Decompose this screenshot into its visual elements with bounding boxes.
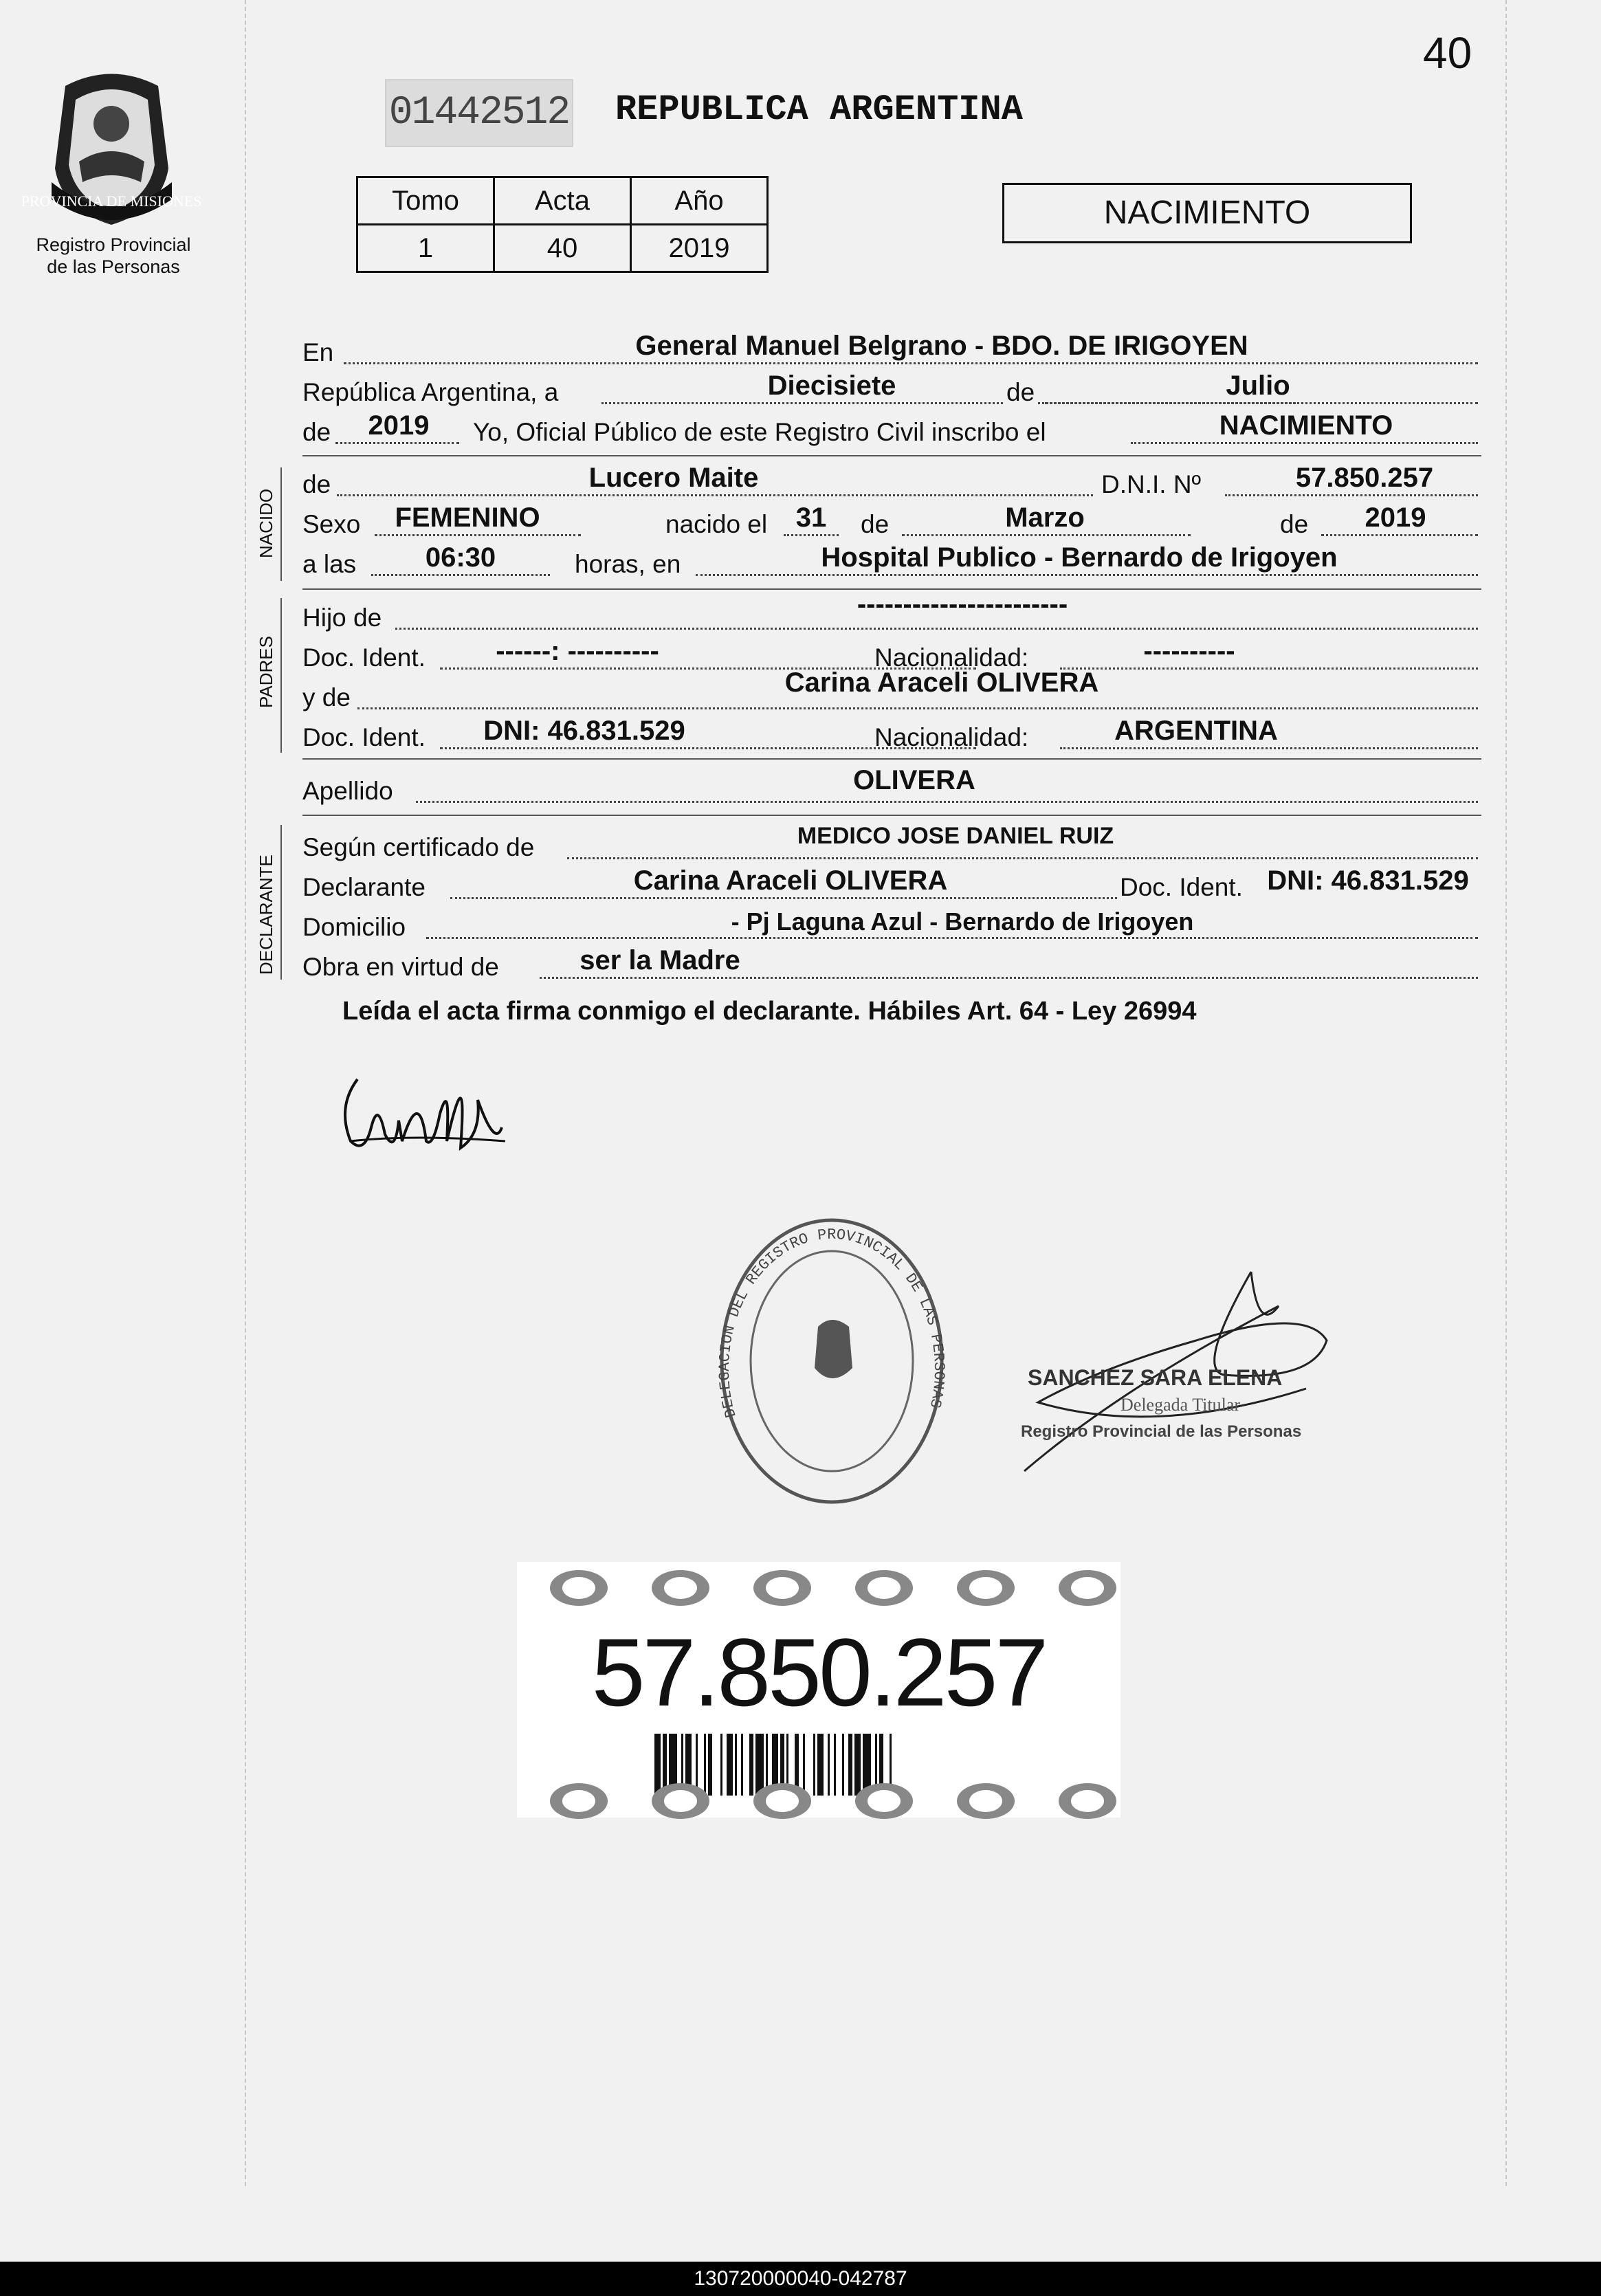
de-label: de [861, 510, 890, 538]
father-doc-value: ------: ---------- [496, 636, 659, 666]
declarant-signature [330, 1038, 536, 1179]
nacido-section-label: NACIDO [256, 488, 276, 558]
dotted-line [1060, 747, 1478, 749]
dotted-line [344, 362, 1478, 364]
row-inscribo [302, 410, 1478, 450]
security-r-icon [1059, 1570, 1116, 1606]
en-value: General Manuel Belgrano - BDO. DE IRIGOYEN [635, 331, 1248, 361]
round-stamp-text: DELEGACION DEL REGISTRO PROVINCIAL DE LAS PERSONAS [716, 1226, 948, 1420]
nacido-el-label: nacido el [665, 510, 768, 538]
certificado-label: Según certificado de [302, 833, 535, 861]
mother-value: Carina Araceli OLIVERA [784, 667, 1099, 698]
dni-label: D.N.I. Nº [1101, 470, 1202, 498]
apellido-value: OLIVERA [853, 765, 975, 795]
security-r-icon [855, 1570, 913, 1606]
domicilio-value: - Pj Laguna Azul - Bernardo de Irigoyen [731, 907, 1194, 936]
row-domicilio [302, 905, 1478, 945]
declarante-doc-value: DNI: 46.831.529 [1267, 865, 1469, 896]
row-y-de [302, 667, 1478, 715]
security-r-icon [550, 1783, 608, 1819]
row-nacido-name [302, 462, 1478, 502]
officer-name: SANCHEZ SARA ELENA [1028, 1365, 1283, 1390]
separator [302, 455, 1481, 456]
record-table-cell: 1 [357, 225, 494, 272]
registry-name [14, 234, 213, 278]
de-label: de [1280, 510, 1309, 538]
dotted-line [426, 937, 1478, 939]
registry-name-line1: Registro Provincial [36, 234, 191, 255]
record-type-box: NACIMIENTO [1002, 183, 1412, 243]
header-title: REPUBLICA ARGENTINA [615, 89, 1023, 130]
birth-place-value: Hospital Publico - Bernardo de Irigoyen [821, 542, 1338, 573]
a-las-label: a las [302, 550, 357, 578]
barcode-label [517, 1562, 1120, 1818]
officer-stamp [1017, 1265, 1375, 1488]
time-value: 06:30 [425, 542, 496, 573]
margin-line-left [245, 0, 246, 2186]
separator [302, 815, 1481, 816]
father-value: ----------------------- [857, 589, 1068, 619]
security-r-icon [652, 1783, 709, 1819]
sexo-value: FEMENINO [395, 503, 540, 533]
row-mother-doc [302, 715, 1478, 755]
dotted-line [784, 534, 839, 536]
de-label: de [1004, 378, 1037, 407]
serial-number: 01442512 [385, 79, 573, 147]
declarante-bracket [280, 825, 282, 980]
dotted-line [1321, 534, 1478, 536]
inscribo-value: NACIMIENTO [1219, 410, 1393, 441]
dotted-line [1045, 402, 1478, 404]
dotted-line [335, 442, 459, 444]
y-de-label: y de [302, 683, 351, 711]
sexo-label: Sexo [302, 510, 361, 538]
month-value: Julio [1226, 371, 1290, 401]
officer-role: Delegada Titular [1120, 1395, 1241, 1415]
page-number: 40 [1423, 28, 1472, 78]
row-certificado [302, 825, 1478, 865]
row-en [302, 330, 1478, 370]
record-table-header: Acta [494, 177, 631, 225]
certificado-value: MEDICO JOSE DANIEL RUIZ [797, 823, 1114, 849]
dotted-line [337, 494, 1093, 496]
officer-office: Registro Provincial de las Personas [1021, 1422, 1302, 1441]
row-date [302, 370, 1478, 410]
security-r-icon [957, 1783, 1015, 1819]
record-table-header: Tomo [357, 177, 494, 225]
year-value: 2019 [368, 410, 430, 441]
row-obra [302, 945, 1478, 984]
row-hijo-de [302, 589, 1478, 635]
declarante-section-label: DECLARANTE [256, 854, 276, 975]
hijo-de-label: Hijo de [302, 604, 382, 632]
margin-line-right [1505, 0, 1507, 2186]
mother-doc-value: DNI: 46.831.529 [483, 716, 685, 746]
security-pattern-top [544, 1567, 1108, 1609]
row-hora [302, 542, 1478, 582]
dotted-line [696, 574, 1478, 576]
declarante-value: Carina Araceli OLIVERA [633, 865, 948, 896]
record-table [356, 176, 769, 273]
closing-text: Leída el acta firma conmigo el declarante. Hábiles Art. 64 - Ley 26994 [342, 997, 1197, 1026]
dotted-line [395, 628, 1478, 630]
dotted-line [375, 534, 581, 536]
row-sexo [302, 502, 1478, 542]
dotted-line [357, 707, 1478, 709]
record-table-cell: 2019 [631, 225, 768, 272]
separator [302, 758, 1481, 760]
day-value: Diecisiete [767, 371, 896, 401]
record-table-header: Año [631, 177, 768, 225]
nacionalidad-label: Nacionalidad: [874, 643, 1029, 672]
obra-value: ser la Madre [579, 945, 740, 975]
security-r-icon [957, 1570, 1015, 1606]
barcode-number: 57.850.257 [591, 1618, 1046, 1726]
dotted-line [540, 977, 1478, 979]
dotted-line [902, 534, 1191, 536]
padres-section-label: PADRES [256, 636, 276, 708]
row-declarante [302, 865, 1478, 905]
security-r-icon [1059, 1783, 1116, 1819]
nacido-de-label: de [302, 470, 331, 498]
child-dni-value: 57.850.257 [1295, 463, 1434, 493]
registry-round-stamp [708, 1210, 956, 1516]
apellido-label: Apellido [302, 777, 393, 805]
birth-month-value: Marzo [1005, 503, 1085, 533]
province-seal [21, 65, 202, 227]
nacido-bracket [280, 467, 282, 581]
declarante-label: Declarante [302, 873, 426, 901]
doc-ident-label: Doc. Ident. [302, 643, 426, 672]
footer-code: 130720000040-042787 [0, 2262, 1601, 2296]
dotted-line [1225, 494, 1478, 496]
oficial-text: Yo, Oficial Público de este Registro Civil inscribo el [473, 418, 1046, 446]
security-r-icon [753, 1783, 811, 1819]
padres-bracket [280, 598, 282, 753]
year-label: de [302, 418, 331, 446]
declarante-doc-label: Doc. Ident. [1117, 873, 1246, 902]
domicilio-label: Domicilio [302, 913, 406, 941]
en-label: En [302, 338, 334, 366]
dotted-line [371, 574, 550, 576]
dotted-line [450, 897, 1138, 899]
registry-name-line2: de las Personas [47, 256, 180, 277]
birth-day-value: 31 [795, 503, 827, 533]
record-table-cell: 40 [494, 225, 631, 272]
security-r-icon [550, 1570, 608, 1606]
birth-year-value: 2019 [1365, 503, 1426, 533]
nacionalidad-label: Nacionalidad: [874, 723, 1029, 751]
horas-label: horas, en [575, 550, 681, 578]
row-apellido [302, 765, 1478, 808]
child-name-value: Lucero Maite [588, 463, 759, 493]
dotted-line [567, 857, 1478, 859]
dotted-line [416, 801, 1478, 803]
security-r-icon [753, 1570, 811, 1606]
dotted-line [1131, 442, 1478, 444]
mother-nationality-value: ARGENTINA [1114, 716, 1278, 746]
republica-label: República Argentina, a [302, 378, 559, 406]
security-r-icon [652, 1570, 709, 1606]
security-pattern-bottom [544, 1780, 1108, 1822]
doc-ident-label: Doc. Ident. [302, 723, 426, 751]
security-r-icon [855, 1783, 913, 1819]
father-nationality-value: ---------- [1143, 636, 1235, 666]
obra-label: Obra en virtud de [302, 953, 499, 981]
seal-text: PROVINCIA DE MISIONES [21, 192, 202, 210]
